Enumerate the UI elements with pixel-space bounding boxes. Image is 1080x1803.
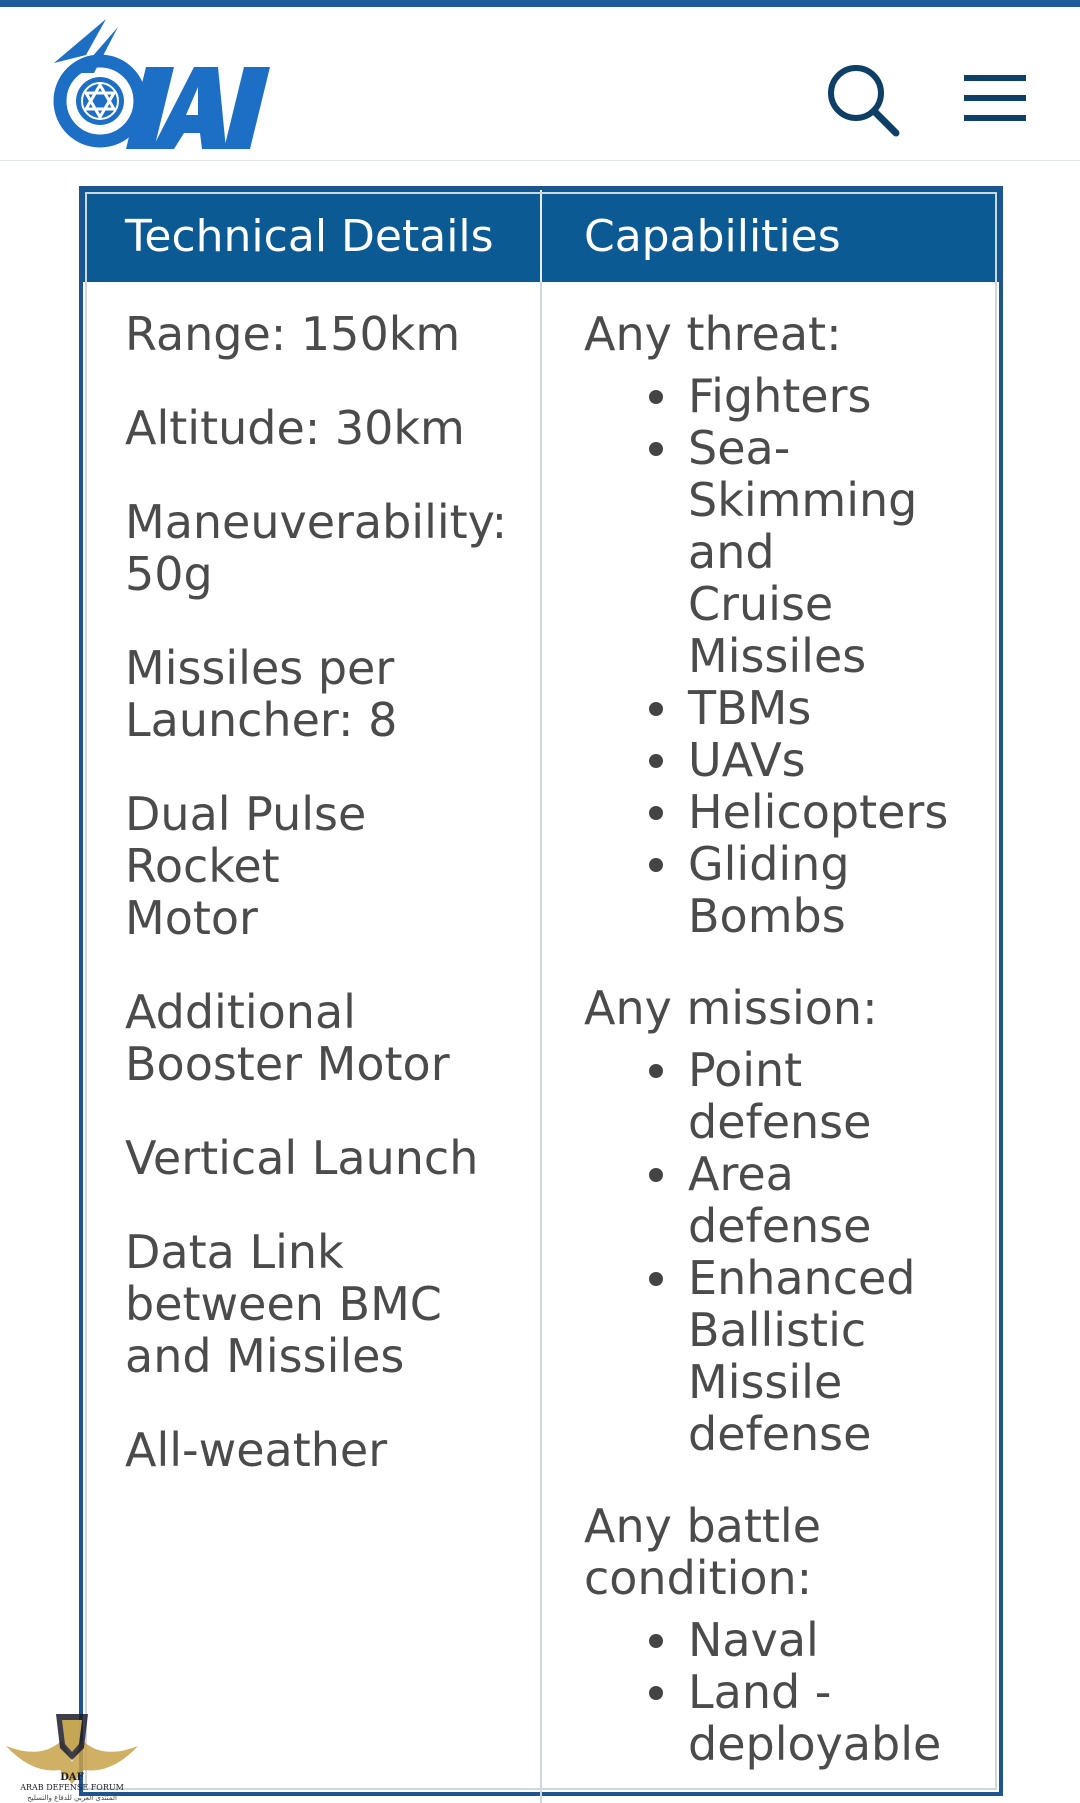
capability-heading: Any mission: xyxy=(584,981,878,1035)
logo-text xyxy=(288,15,289,16)
detail-vertical-launch: Vertical Launch xyxy=(125,1131,479,1185)
detail-missiles-per-launcher: Missiles per Launcher: 8 xyxy=(125,641,398,747)
capability-group-threat xyxy=(584,308,999,942)
svg-text:ARAB DEFENSE FORUM: ARAB DEFENSE FORUM xyxy=(20,1783,124,1792)
specs-table xyxy=(79,186,1003,1796)
watermark-emblem-icon xyxy=(2,1700,142,1802)
list-item: Land - deployable xyxy=(688,1665,942,1771)
detail-all-weather: All-weather xyxy=(125,1423,388,1477)
hamburger-menu-icon xyxy=(962,69,1030,131)
list-item: Naval xyxy=(688,1614,999,1666)
capability-list xyxy=(584,1614,999,1770)
detail-maneuverability: Maneuverability: 50g xyxy=(125,495,508,601)
svg-text:المنتدى العربي للدفاع والتسليح: المنتدى العربي للدفاع والتسليح xyxy=(27,1794,117,1802)
technical-details-cell xyxy=(83,282,541,1803)
column-header-capabilities: Capabilities xyxy=(541,190,999,282)
capability-heading: Any threat: xyxy=(584,307,842,361)
list-item: Helicopters xyxy=(688,786,999,838)
detail-altitude: Altitude: 30km xyxy=(125,401,465,455)
iai-logo-icon xyxy=(48,15,288,160)
iai-logo[interactable] xyxy=(48,15,288,160)
table-header-row xyxy=(83,190,999,282)
detail-booster-motor: Additional Booster Motor xyxy=(125,985,450,1091)
top-accent-stripe xyxy=(0,0,1080,7)
capability-group-mission xyxy=(584,982,999,1460)
capability-list xyxy=(584,370,999,942)
list-item: Sea-Skimming and Cruise Missiles xyxy=(688,421,918,683)
list-item: Enhanced Ballistic Missile defense xyxy=(688,1251,916,1461)
list-item: Gliding Bombs xyxy=(688,838,888,942)
list-item: Area defense xyxy=(688,1148,888,1252)
search-icon xyxy=(826,63,902,139)
search-button[interactable] xyxy=(826,63,902,139)
detail-rocket-motor: Dual Pulse Rocket Motor xyxy=(125,787,367,945)
table-row xyxy=(83,282,999,1803)
detail-range: Range: 150km xyxy=(125,307,461,361)
list-item: UAVs xyxy=(688,734,999,786)
capability-group-battle-condition xyxy=(584,1500,999,1770)
arab-defense-forum-watermark xyxy=(2,1700,142,1802)
capability-heading: Any battle condition: xyxy=(584,1499,822,1605)
svg-text:DAF: DAF xyxy=(60,1772,84,1783)
menu-button[interactable] xyxy=(962,69,1030,131)
capabilities-cell xyxy=(541,282,999,1803)
column-header-technical-details: Technical Details xyxy=(83,190,541,282)
detail-data-link: Data Link between BMC and Missiles xyxy=(125,1225,442,1383)
site-header xyxy=(0,7,1080,161)
list-item: TBMs xyxy=(688,682,999,734)
list-item: Fighters xyxy=(688,370,999,422)
list-item: Point defense xyxy=(688,1044,888,1148)
capability-list xyxy=(584,1044,999,1460)
